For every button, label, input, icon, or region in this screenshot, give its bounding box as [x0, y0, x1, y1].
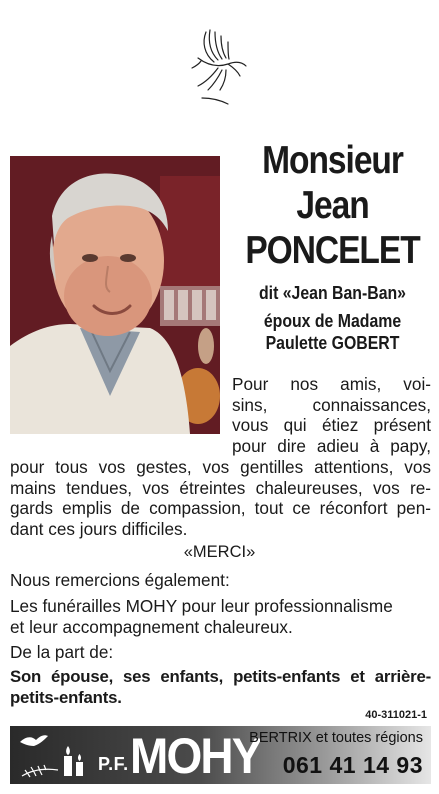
- funerals-line: et leur accompagnement chaleureux.: [10, 616, 293, 637]
- body-line: dant ces jours difficiles.: [10, 518, 188, 539]
- nickname: dit «Jean Ban-Ban»: [258, 283, 406, 303]
- portrait-photo: [10, 156, 220, 434]
- family-line: petits-enfants.: [10, 687, 122, 707]
- funeral-home-name: MOHY: [130, 728, 261, 784]
- funeral-home-banner: [10, 726, 431, 784]
- intro-line: pour dire adieu à papy,: [232, 435, 431, 456]
- first-name: Jean: [296, 184, 369, 227]
- merci-text: «MERCI»: [183, 543, 256, 561]
- intro-line: vous qui étiez présent: [232, 415, 431, 436]
- intro-line: sins, connaissances,: [232, 394, 431, 415]
- spouse-line-2: Paulette GOBERT: [265, 333, 400, 353]
- service-region: BERTRIX et toutes régions: [249, 730, 423, 746]
- funerals-line: Les funérailles MOHY pour leur professionnalisme: [10, 596, 393, 616]
- funerals-text: [10, 596, 431, 637]
- last-name: PONCELET: [245, 229, 420, 272]
- deceased-name-block: [226, 138, 439, 354]
- body-line: mains tendues, vos étreintes chaleureuses, vos re-: [10, 477, 431, 498]
- family-signature: [10, 667, 431, 708]
- body-line: gards emplis de compassion, tout ce réconfort pen-: [10, 498, 431, 519]
- olive-branch-icon: [22, 765, 58, 777]
- intro-text: [232, 374, 431, 456]
- family-line: Son épouse, ses enfants, petits-enfants et arrière-: [10, 667, 431, 686]
- dove-icon: [20, 735, 48, 746]
- thanks-text: Nous remercions également:: [10, 570, 230, 590]
- body-line: pour tous vos gestes, vos gentilles attentions, vos: [10, 457, 431, 477]
- intro-line: Pour nos amis, voi-: [232, 374, 431, 394]
- spouse-line-1: époux de Madame: [263, 311, 402, 331]
- dove-icon: [188, 28, 250, 108]
- title-monsieur: Monsieur: [262, 139, 403, 182]
- pf-label: P.F.: [98, 754, 129, 774]
- phone-number: 061 41 14 93: [282, 752, 423, 778]
- reference-number: 40-311021-1: [365, 709, 427, 721]
- footer-icons: [14, 730, 94, 780]
- candle-icon: [64, 746, 83, 776]
- message-body: [10, 457, 431, 539]
- from-label: De la part de:: [10, 642, 114, 662]
